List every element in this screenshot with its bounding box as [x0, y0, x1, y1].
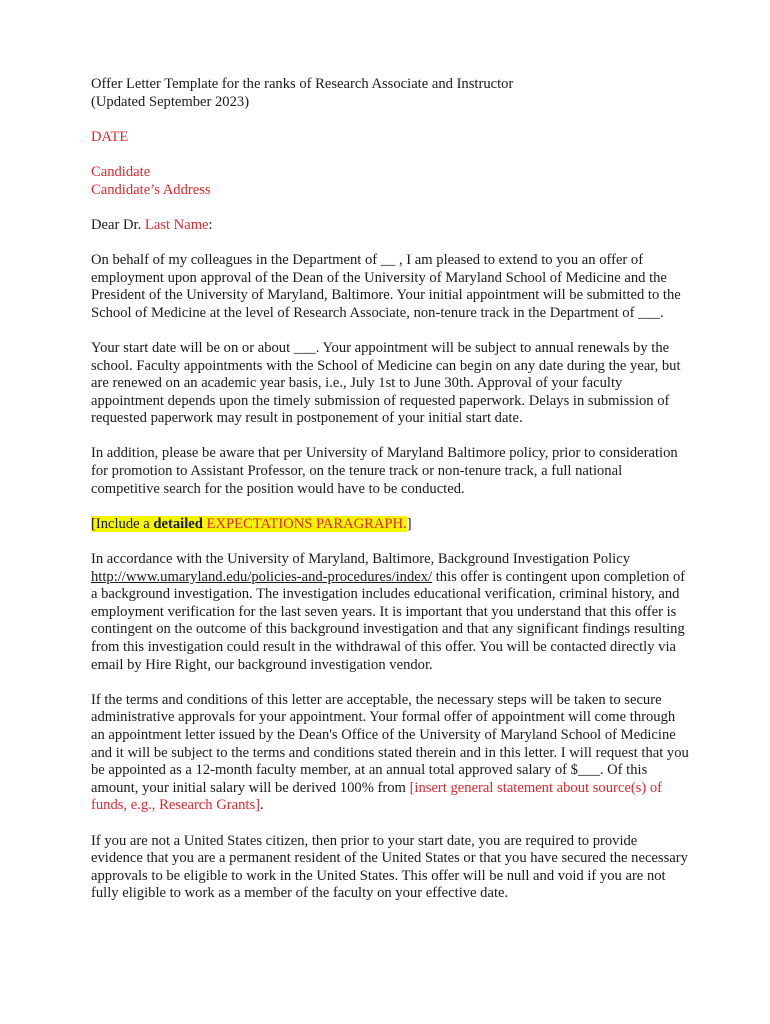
funding-source-placeholder: [insert general statement about source(s) of funds, e.g., Research Grants] — [91, 779, 663, 814]
policy-link[interactable]: http://www.umaryland.edu/policies-and-procedures/index/ — [91, 568, 433, 585]
expectations-bold: detailed — [153, 515, 203, 532]
template-title: Offer Letter Template for the ranks of Research Associate and Instructor — [91, 76, 514, 92]
expectations-open: [Include a — [91, 515, 154, 532]
terms-salary-end: . — [260, 797, 264, 814]
salutation-suffix: : — [208, 216, 213, 233]
terms-salary-body: If the terms and conditions of this letter are acceptable, the necessary steps will be taken to secure administrative approvals for your appointment. Your formal offer of appointment will come through an appointment letter issued by the Dean's Office of the University of Maryland School of Medicine and it will be subject to the terms and conditions stated therein and in this letter. I will request that you be appointed as a 12-month faculty member, at an annual total approved salary of $___. Of this amount, your initial salary will be derived 100% from — [91, 691, 689, 796]
date-placeholder: DATE — [91, 128, 129, 145]
letter-page — [91, 76, 691, 903]
background-check-body: this offer is contingent upon completion of a background investigation. The investigation includes educational verification, criminal history, and employment verification for the last seven years. It is important that you understand that this offer is contingent on the outcome of this background investigation and that any significant findings resulting from this investigation could result in the withdrawal of this offer. You will be contacted directly via email by Hire Right, our background investigation vendor. — [91, 568, 686, 673]
paragraph-promotion-search: In addition, please be aware that per University of Maryland Baltimore policy, prior to consideration for promotion to Assistant Professor, on the tenure track or non-tenure track, a full national competitive search for the position would have to be conducted. — [91, 445, 678, 497]
expectations-red: EXPECTATIONS PARAGRAPH. — [202, 515, 407, 532]
salutation — [91, 217, 691, 235]
paragraph-citizenship: If you are not a United States citizen, then prior to your start date, you are required to provide evidence that you are a permanent resident of the United States or that you have secured the necessary approvals to be eligible to work in the United States. This offer will be null and void if you are not fully eligible to work as a member of the faculty on your effective date. — [91, 832, 688, 902]
background-check-intro: In accordance with the University of Maryland, Baltimore, Background Investigation Policy — [91, 551, 631, 568]
paragraph-background-check — [91, 551, 691, 674]
paragraph-terms-salary — [91, 692, 691, 815]
candidate-address: Candidate’s Address — [91, 181, 211, 198]
salutation-prefix: Dear Dr. — [91, 216, 145, 233]
last-name-placeholder: Last Name — [144, 216, 209, 233]
paragraph-department-offer: On behalf of my colleagues in the Department of __ , I am pleased to extend to you an offer of employment upon approval of the Dean of the University of Maryland School of Medicine and the President of the University of Maryland, Baltimore. Your initial appointment will be submitted to the School of Medicine at the level of Research Associate, non-tenure track in the Department of ___. — [91, 251, 681, 321]
template-updated-date: (Updated September 2023) — [91, 93, 250, 110]
expectations-placeholder — [91, 516, 691, 534]
expectations-close: ] — [406, 515, 412, 532]
candidate-name: Candidate — [91, 163, 151, 180]
paragraph-start-date: Your start date will be on or about ___. Your appointment will be subject to annual renewals by the school. Faculty appointments with the School of Medicine can begin on any date during the year, but are renewed on an academic year basis, i.e., July 1st to June 30th. Approval of your faculty appointment depends upon the timely submission of requested paperwork. Delays in submission of requested paperwork may result in postponement of your initial start date. — [91, 339, 681, 427]
